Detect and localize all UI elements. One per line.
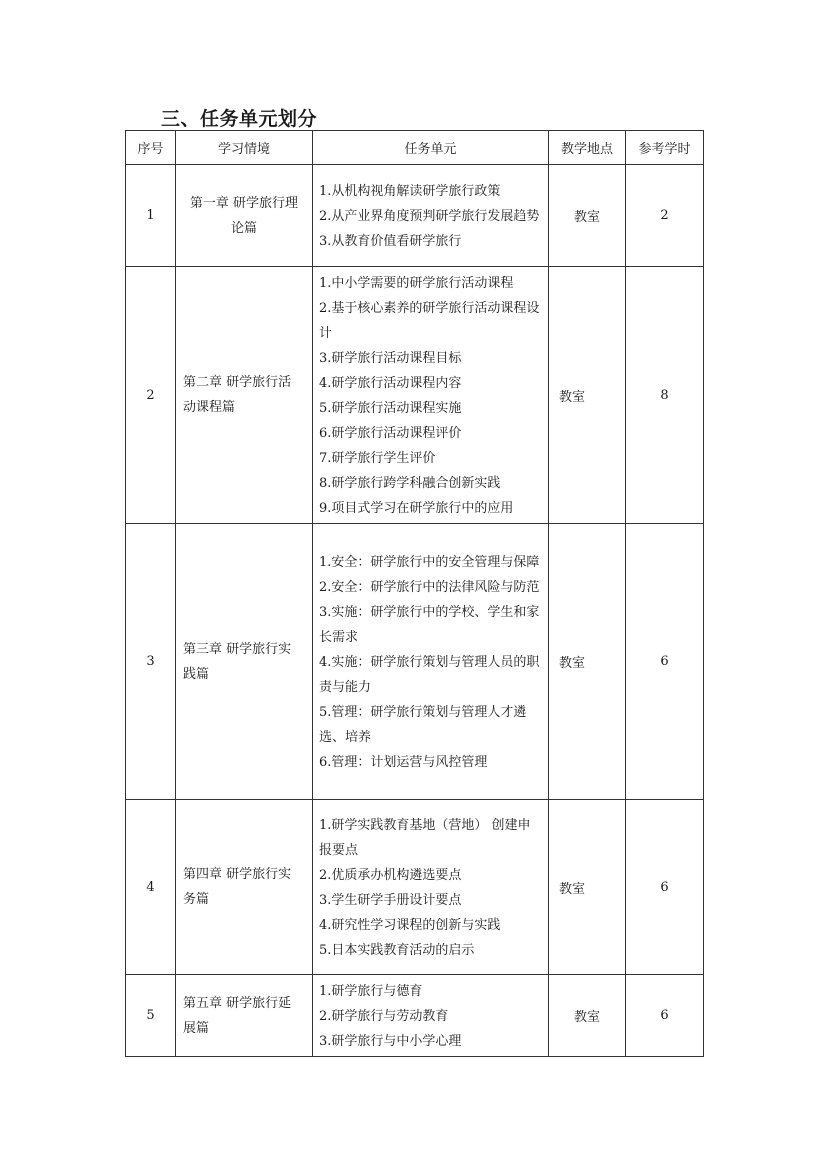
unit-item: 1.研学实践教育基地（营地） 创建申报要点 (319, 818, 531, 858)
header-units: 任务单元 (313, 131, 549, 165)
unit-item: 3.实施：研学旅行中的学校、学生和家长需求 (319, 605, 540, 645)
row-hours: 8 (626, 267, 704, 524)
row-units (313, 524, 549, 800)
header-hours: 参考学时 (626, 131, 704, 165)
unit-item: 6.管理：计划运营与风控管理 (319, 755, 488, 770)
row-units (313, 267, 549, 524)
table-row (126, 267, 704, 524)
unit-item: 1.研学旅行与德育 (319, 984, 423, 999)
unit-item: 8.研学旅行跨学科融合创新实践 (319, 476, 501, 491)
row-context: 第二章 研学旅行活动课程篇 (176, 267, 313, 524)
unit-item: 5.日本实践教育活动的启示 (319, 943, 475, 958)
row-index: 3 (126, 524, 176, 800)
header-index: 序号 (126, 131, 176, 165)
row-location: 教室 (549, 800, 626, 975)
unit-item: 1.从机构视角解读研学旅行政策 (319, 184, 501, 199)
unit-item: 5.管理：研学旅行策划与管理人才遴选、培养 (319, 705, 527, 745)
unit-item: 5.研学旅行活动课程实施 (319, 401, 462, 416)
row-context: 第五章 研学旅行延展篇 (176, 975, 313, 1057)
row-units (313, 975, 549, 1057)
table-row (126, 524, 704, 800)
header-context: 学习情境 (176, 131, 313, 165)
unit-item: 2.优质承办机构遴选要点 (319, 868, 462, 883)
header-location: 教学地点 (549, 131, 626, 165)
unit-item: 2.安全：研学旅行中的法律风险与防范 (319, 580, 540, 595)
unit-item: 6.研学旅行活动课程评价 (319, 426, 462, 441)
table-header-row (126, 131, 704, 165)
unit-item: 4.实施：研学旅行策划与管理人员的职责与能力 (319, 655, 540, 695)
row-index: 2 (126, 267, 176, 524)
unit-item: 2.从产业界角度预判研学旅行发展趋势 (319, 209, 540, 224)
unit-item: 1.安全：研学旅行中的安全管理与保障 (319, 555, 540, 570)
row-hours: 6 (626, 524, 704, 800)
unit-item: 4.研究性学习课程的创新与实践 (319, 918, 501, 933)
row-context: 第三章 研学旅行实践篇 (176, 524, 313, 800)
unit-item: 2.基于核心素养的研学旅行活动课程设计 (319, 301, 540, 341)
row-location: 教室 (549, 975, 626, 1057)
unit-item: 1.中小学需要的研学旅行活动课程 (319, 276, 514, 291)
row-units (313, 165, 549, 267)
row-index: 5 (126, 975, 176, 1057)
task-table (125, 130, 704, 1057)
row-location: 教室 (549, 267, 626, 524)
row-index: 1 (126, 165, 176, 267)
unit-item: 4.研学旅行活动课程内容 (319, 376, 462, 391)
row-index: 4 (126, 800, 176, 975)
unit-item: 7.研学旅行学生评价 (319, 451, 436, 466)
section-title: 三、任务单元划分 (161, 108, 318, 130)
unit-item: 3.从教育价值看研学旅行 (319, 234, 462, 249)
row-context: 第四章 研学旅行实务篇 (176, 800, 313, 975)
table-row (126, 975, 704, 1057)
row-hours: 6 (626, 800, 704, 975)
row-context: 第一章 研学旅行理论篇 (176, 165, 313, 267)
row-hours: 2 (626, 165, 704, 267)
unit-item: 9.项目式学习在研学旅行中的应用 (319, 501, 514, 516)
table-row (126, 165, 704, 267)
row-units (313, 800, 549, 975)
unit-item: 3.研学旅行活动课程目标 (319, 351, 462, 366)
unit-item: 2.研学旅行与劳动教育 (319, 1009, 449, 1024)
row-hours: 6 (626, 975, 704, 1057)
row-location: 教室 (549, 165, 626, 267)
unit-item: 3.研学旅行与中小学心理 (319, 1034, 462, 1049)
unit-item: 3.学生研学手册设计要点 (319, 893, 462, 908)
row-location: 教室 (549, 524, 626, 800)
table-row (126, 800, 704, 975)
